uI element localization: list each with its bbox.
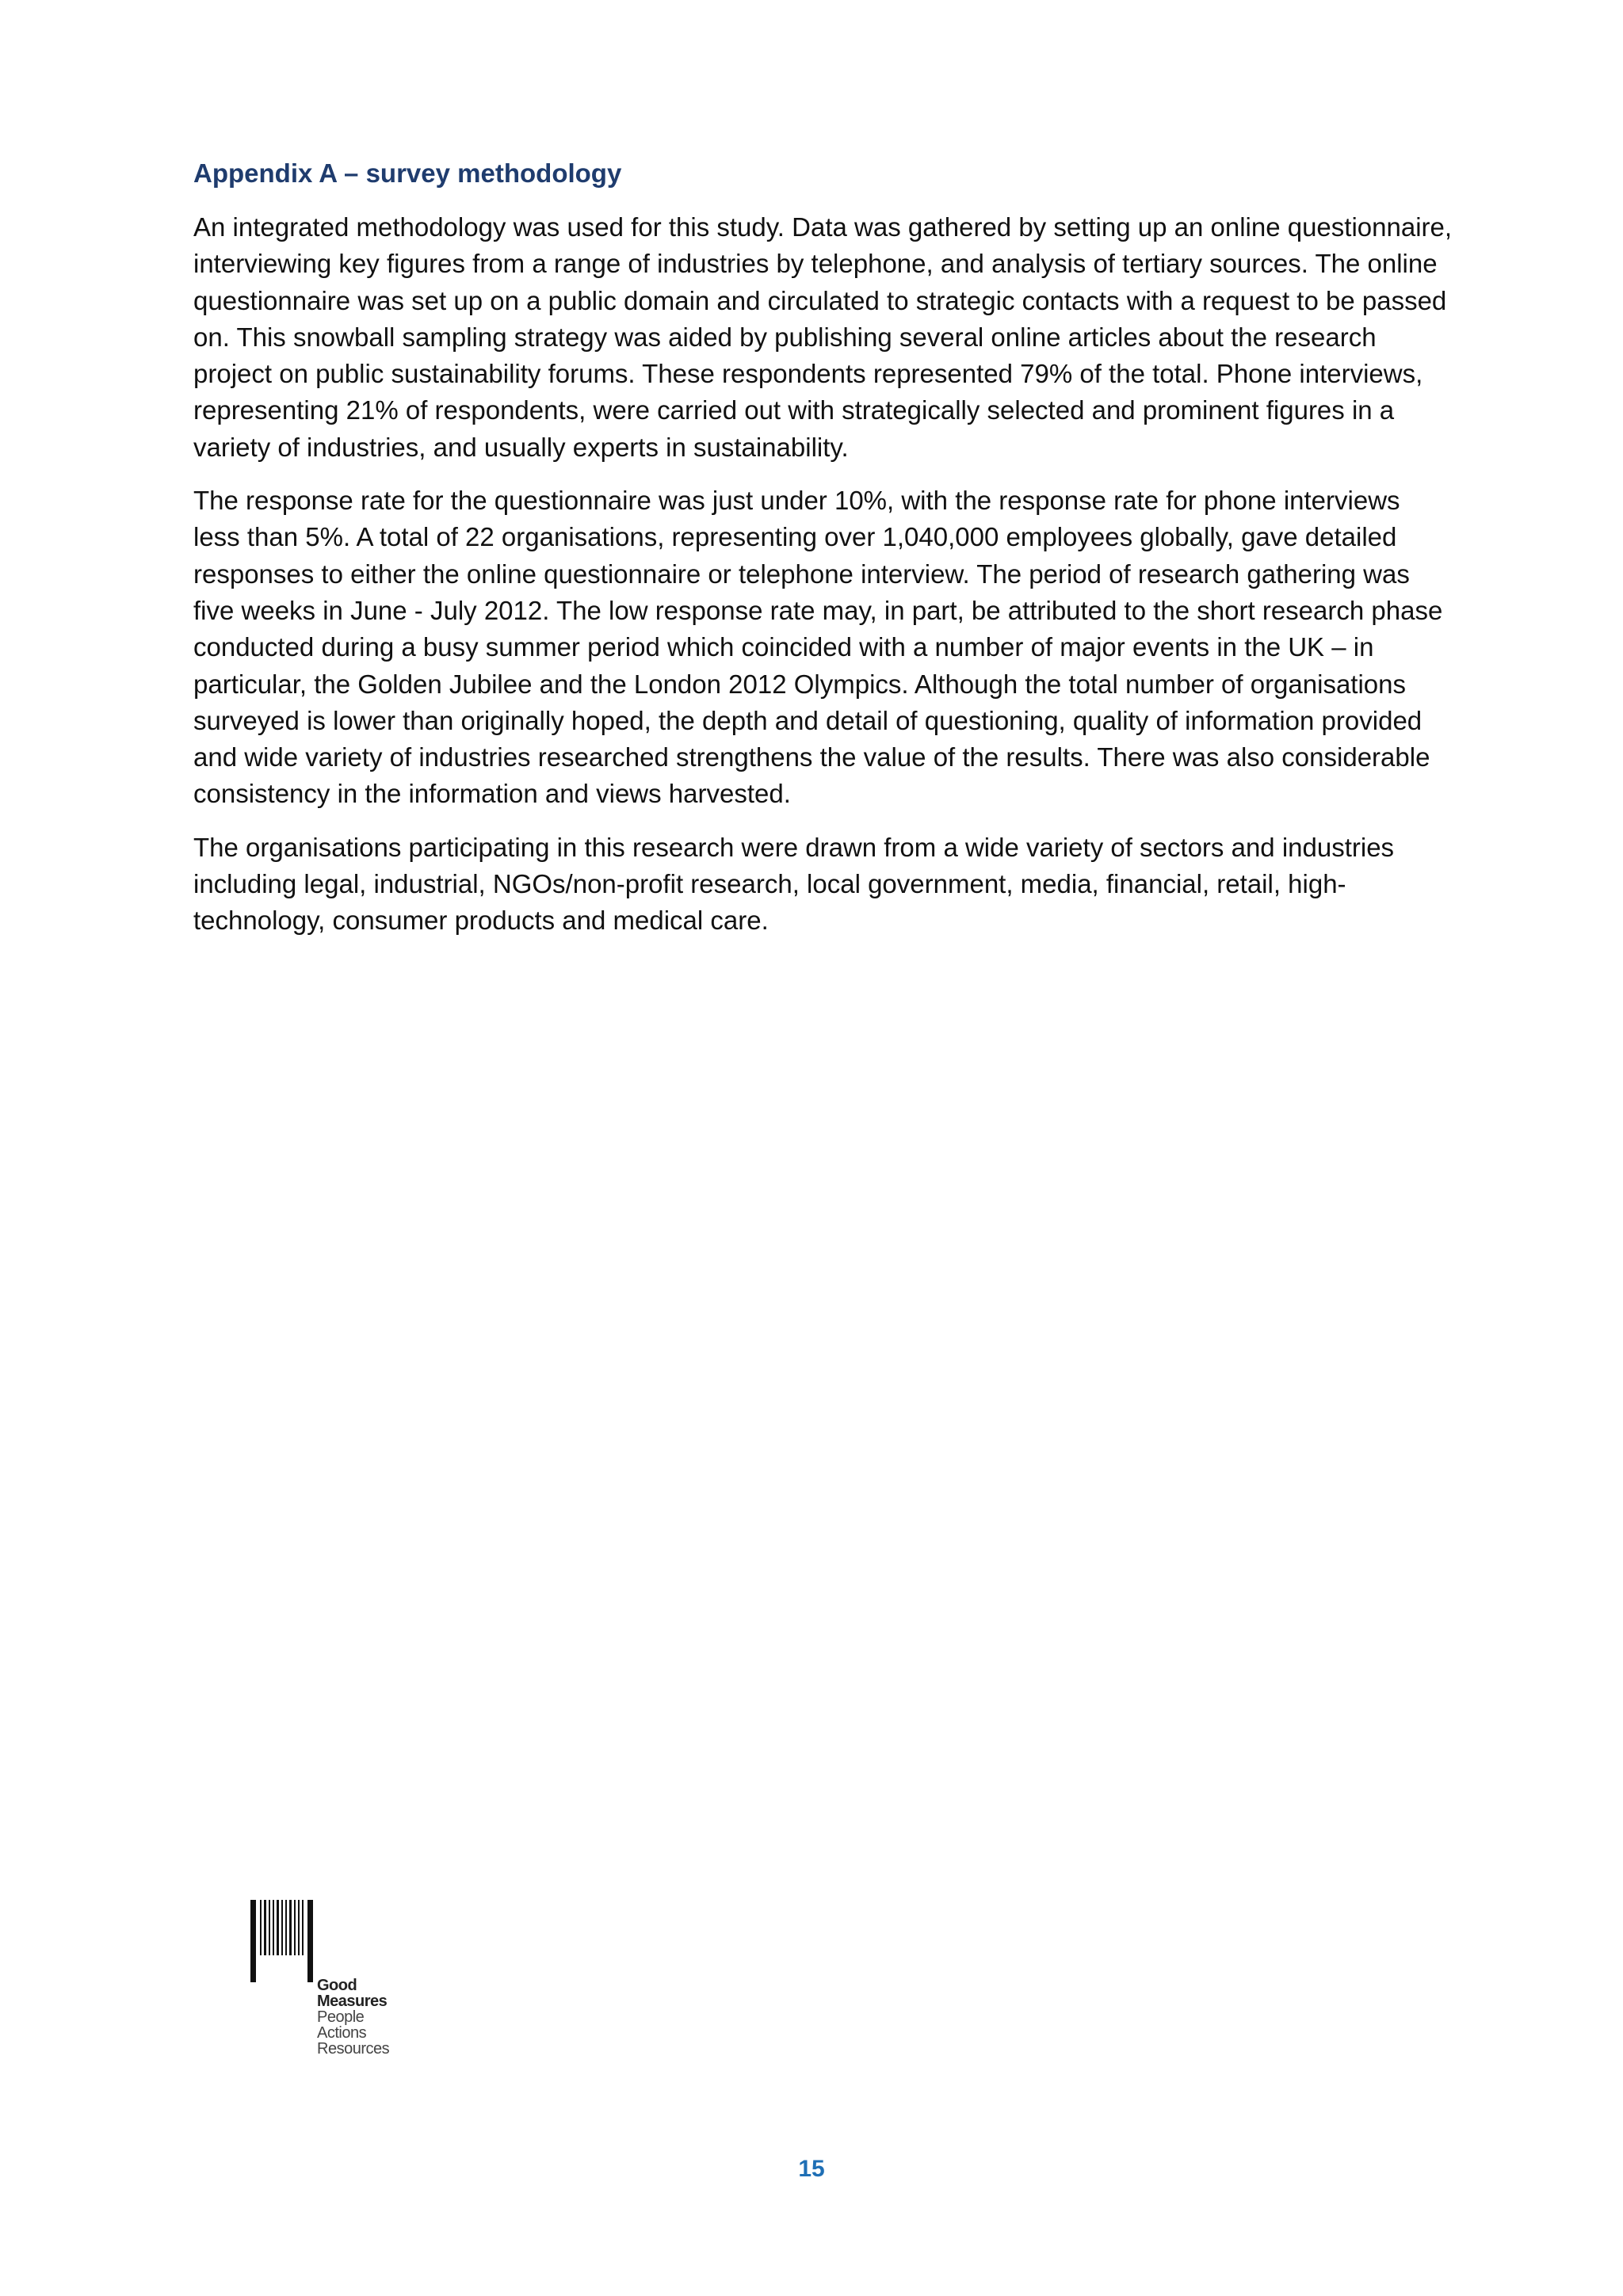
paragraph-participants: The organisations participating in this research were drawn from a wide variety of sectors and industries including legal, industrial, NGOs/non-profit research, local government, media, financial, retail, high-technology, consumer products and medical care. xyxy=(193,832,1395,936)
logo-line-good: Good xyxy=(317,1977,357,1994)
logo-line-actions: Actions xyxy=(317,2024,367,2042)
logo-line-resources: Resources xyxy=(317,2040,390,2058)
barcode-logo-icon xyxy=(249,1900,320,1982)
paragraph-methodology: An integrated methodology was used for this study. Data was gathered by setting up an online questionnaire, interviewing key figures from a range of industries by telephone, and analysis of tertiary sources. The online questionnaire was set up on a public domain and circulated to strategic contacts with a request to be passed on. This snowball sampling strategy was aided by publishing several online articles about the research project on public sustainability forums. These respondents represented 79% of the total. Phone interviews, representing 21% of respondents, were carried out with strategically selected and prominent figures in a variety of industries, and usually experts in sustainability. xyxy=(193,212,1453,462)
page-content xyxy=(193,155,1453,956)
section-heading: Appendix A – survey methodology xyxy=(193,158,622,188)
logo-wordmark xyxy=(317,1978,389,2057)
paragraph-response-rate: The response rate for the questionnaire was just under 10%, with the response rate for phone interviews less than 5%. A total of 22 organisations, representing over 1,040,000 employees globally, gave detailed responses to either the online questionnaire or telephone interview. The period of research gathering was five weeks in June - July 2012. The low response rate may, in part, be attributed to the short research phase conducted during a busy summer period which coincided with a number of major events in the UK – in particular, the Golden Jubilee and the London 2012 Olympics. Although the total number of organisations surveyed is lower than originally hoped, the depth and detail of questioning, quality of information provided and wide variety of industries researched strengthens the value of the results. There was also considerable consistency in the information and views harvested. xyxy=(193,486,1443,809)
good-measures-logo xyxy=(249,1900,423,2066)
page-number: 15 xyxy=(798,2156,825,2182)
logo-line-measures: Measures xyxy=(317,1993,388,2010)
logo-line-people: People xyxy=(317,2008,365,2026)
